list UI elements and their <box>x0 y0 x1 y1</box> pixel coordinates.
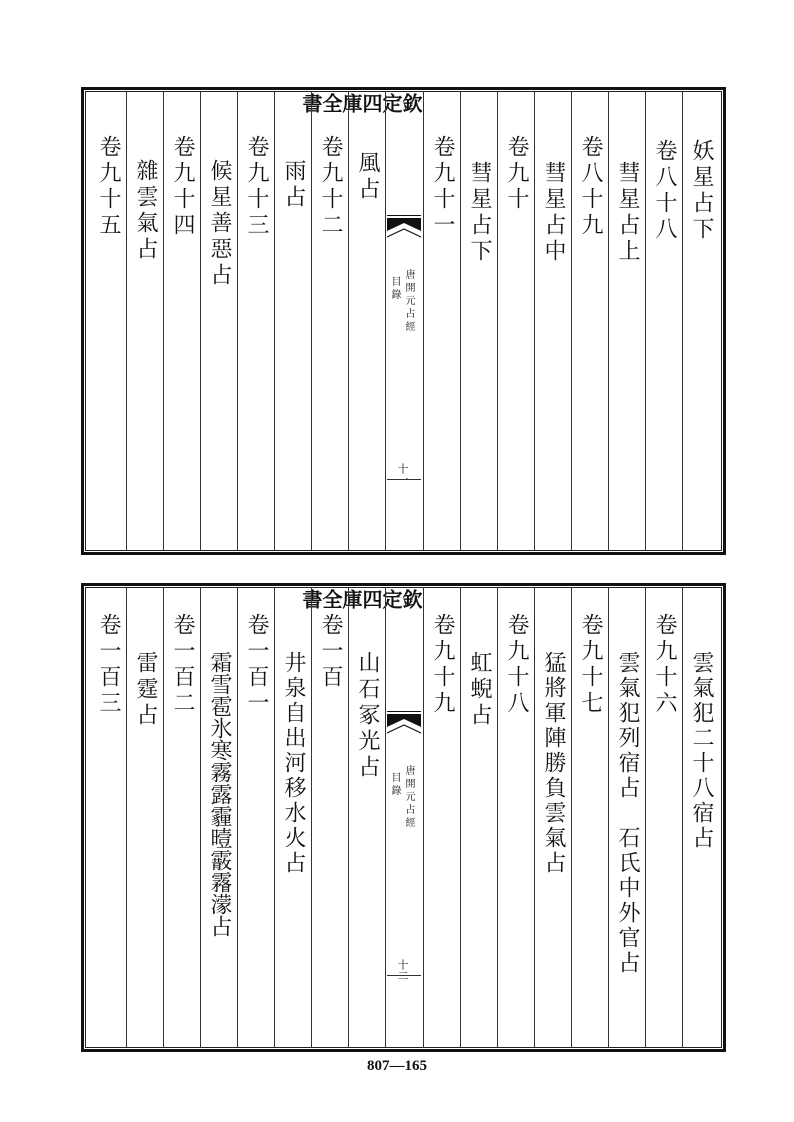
toc-column <box>608 87 645 555</box>
toc-column <box>237 87 274 555</box>
column-rule <box>645 587 646 1048</box>
column-rule <box>237 91 238 551</box>
toc-entry: 卷九十三 <box>244 135 269 239</box>
column-rule <box>460 587 461 1048</box>
toc-entry: 井泉自出河移水火占 <box>281 651 306 876</box>
toc-entry: 彗星占中 <box>541 161 566 265</box>
column-rule <box>645 91 646 551</box>
column-rule <box>311 587 312 1048</box>
toc-entry: 卷一百二 <box>170 613 195 717</box>
toc-column <box>608 583 645 1052</box>
toc-entry: 卷一百三 <box>96 613 121 717</box>
toc-entry: 卷九十 <box>504 135 529 213</box>
gutter-page-rule <box>387 975 421 976</box>
column-rule <box>682 587 683 1048</box>
gutter-page-number: 十二 <box>396 959 409 981</box>
gutter-title-char: 書 <box>299 93 323 113</box>
toc-entry: 雷霆占 <box>133 651 158 729</box>
toc-column <box>348 87 385 555</box>
gutter-section: 目錄 <box>389 772 400 798</box>
column-rule <box>571 91 572 551</box>
toc-entry: 霜雪雹氷寒霧露霾曀霰霿濛占 <box>207 651 232 937</box>
column-rule <box>274 91 275 551</box>
toc-entry: 卷九十九 <box>430 613 455 717</box>
toc-entry: 卷一百一 <box>244 613 269 717</box>
toc-column <box>274 87 311 555</box>
column-rule <box>200 91 201 551</box>
gutter-title-char: 全 <box>319 93 343 113</box>
column-rule <box>163 91 164 551</box>
column-rule <box>534 91 535 551</box>
column-rule <box>423 91 424 551</box>
column-rule <box>126 587 127 1048</box>
column-rule <box>423 587 424 1048</box>
column-rule <box>534 587 535 1048</box>
toc-entry: 雜雲氣占 <box>133 159 158 263</box>
column-rule <box>682 91 683 551</box>
toc-column <box>423 87 460 555</box>
column-rule <box>348 587 349 1048</box>
top-page <box>81 87 726 555</box>
toc-entry: 卷九十二 <box>318 135 343 239</box>
toc-entry: 猛將軍陣勝負雲氣占 <box>541 651 566 876</box>
toc-entry: 卷九十八 <box>504 613 529 717</box>
toc-entry: 候星善惡占 <box>207 159 232 289</box>
toc-entry: 妖星占下 <box>689 139 714 243</box>
gutter-title-char: 定 <box>379 589 403 609</box>
toc-column <box>311 87 348 555</box>
gutter-title-char: 庫 <box>339 93 363 113</box>
toc-column <box>497 87 534 555</box>
column-rule <box>497 587 498 1048</box>
gutter-book-title: 唐開元占經 <box>403 765 414 830</box>
toc-column <box>237 583 274 1052</box>
toc-column <box>645 583 682 1052</box>
toc-column <box>571 87 608 555</box>
toc-column <box>645 87 682 555</box>
toc-entry: 虹蜺占 <box>467 651 492 729</box>
toc-entry: 彗星占上 <box>615 161 640 265</box>
column-rule <box>237 587 238 1048</box>
gutter-title-char: 四 <box>359 589 383 609</box>
toc-entry: 雨占 <box>281 159 306 211</box>
column-rule <box>311 91 312 551</box>
gutter-page-rule <box>387 479 421 480</box>
toc-column <box>571 583 608 1052</box>
toc-column <box>460 87 497 555</box>
toc-column <box>682 583 719 1052</box>
toc-column <box>126 583 163 1052</box>
fishtail-mark-icon <box>387 215 421 249</box>
toc-entry: 卷一百 <box>318 613 343 691</box>
gutter-section: 目錄 <box>389 276 400 302</box>
toc-column <box>89 583 126 1052</box>
column-rule <box>497 91 498 551</box>
column-rule <box>608 91 609 551</box>
toc-column <box>497 583 534 1052</box>
toc-entry: 卷九十一 <box>430 135 455 239</box>
gutter-title <box>299 589 423 609</box>
column-rule <box>163 587 164 1048</box>
column-rule <box>348 91 349 551</box>
gutter-title-char: 欽 <box>399 589 423 609</box>
column-rule <box>460 91 461 551</box>
toc-column <box>89 87 126 555</box>
toc-entry: 山石冢光占 <box>355 651 380 781</box>
toc-entry: 卷九十四 <box>170 135 195 239</box>
toc-column <box>311 583 348 1052</box>
column-rule <box>200 587 201 1048</box>
column-rule <box>274 587 275 1048</box>
toc-entry: 卷八十九 <box>578 135 603 239</box>
column-rule <box>385 587 386 1048</box>
toc-column <box>682 87 719 555</box>
gutter-book-title: 唐開元占經 <box>403 269 414 334</box>
toc-entry: 雲氣犯二十八宿占 <box>689 651 714 851</box>
toc-column <box>163 87 200 555</box>
bottom-page <box>81 583 726 1052</box>
toc-column <box>460 583 497 1052</box>
toc-column <box>274 583 311 1052</box>
gutter-title-char: 定 <box>379 93 403 113</box>
toc-entry: 彗星占下 <box>467 161 492 265</box>
toc-column <box>534 87 571 555</box>
fishtail-mark-icon <box>387 711 421 745</box>
toc-entry: 卷八十八 <box>652 139 677 243</box>
gutter-title-char: 四 <box>359 93 383 113</box>
gutter-title-char: 全 <box>319 589 343 609</box>
gutter-title-char: 書 <box>299 589 323 609</box>
toc-column <box>200 87 237 555</box>
toc-column <box>163 583 200 1052</box>
column-rule <box>126 91 127 551</box>
footer-page-label: 807—165 <box>367 1058 427 1074</box>
column-rule <box>571 587 572 1048</box>
column-rule <box>608 587 609 1048</box>
toc-entry: 卷九十五 <box>96 135 121 239</box>
toc-entry: 卷九十七 <box>578 613 603 717</box>
column-rule <box>385 91 386 551</box>
gutter-page-number: 十一 <box>396 463 409 485</box>
toc-column <box>126 87 163 555</box>
toc-entry: 雲氣犯列宿占 石氏中外官占 <box>615 651 640 976</box>
gutter-title <box>299 93 423 113</box>
gutter-title-char: 欽 <box>399 93 423 113</box>
toc-column <box>200 583 237 1052</box>
toc-entry: 風占 <box>355 151 380 203</box>
toc-entry: 卷九十六 <box>652 613 677 717</box>
toc-column <box>423 583 460 1052</box>
toc-column <box>534 583 571 1052</box>
gutter-title-char: 庫 <box>339 589 363 609</box>
toc-column <box>348 583 385 1052</box>
